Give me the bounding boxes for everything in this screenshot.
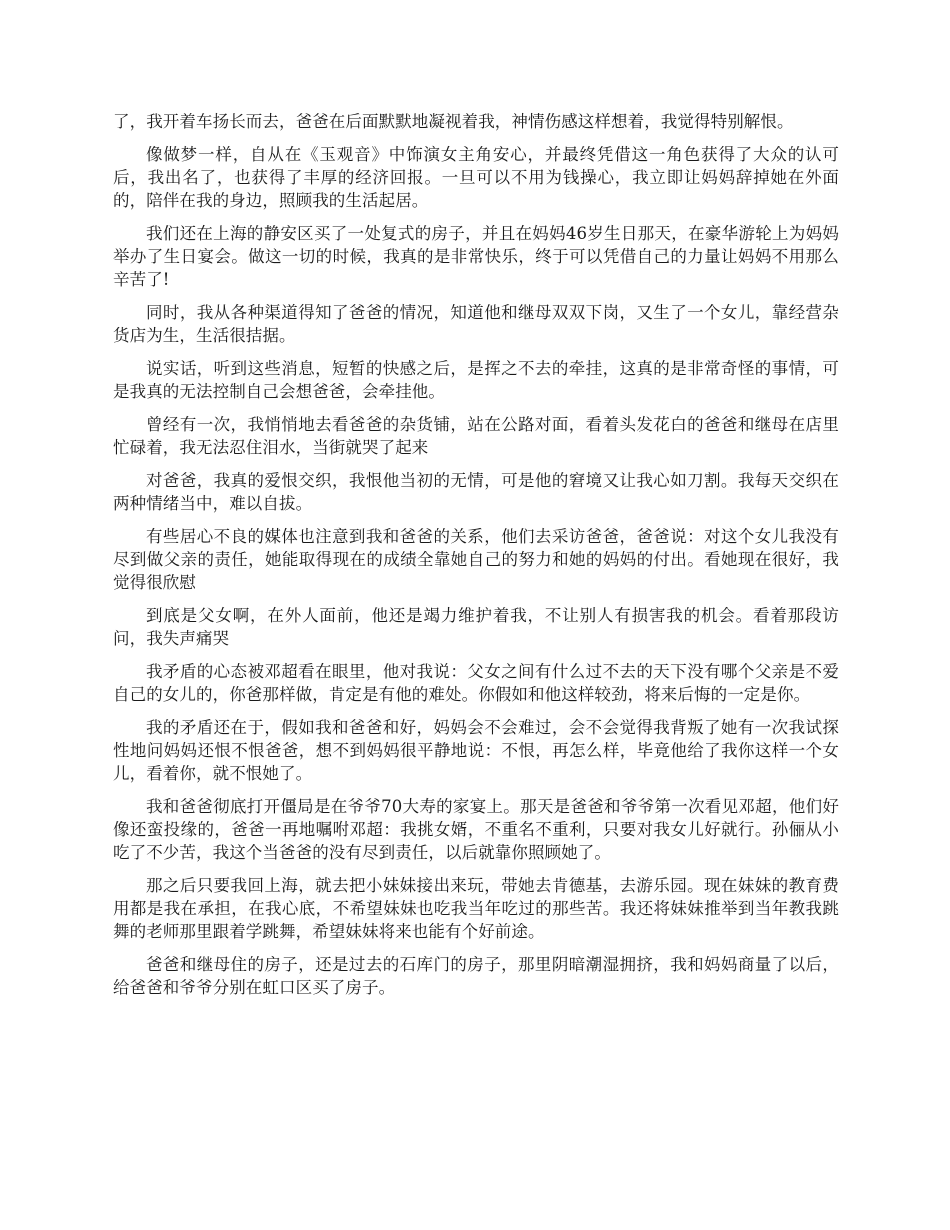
paragraph: 我的矛盾还在于，假如我和爸爸和好，妈妈会不会难过，会不会觉得我背叛了她有一次我试探性地问妈妈还恨不恨爸爸，想不到妈妈很平静地说：不恨，再怎么样，毕竟他给了我你这样一个女儿，看着你，就不恨她了。 [113, 718, 839, 783]
document-body [113, 110, 839, 1009]
paragraph: 我矛盾的心态被邓超看在眼里，他对我说：父女之间有什么过不去的天下没有哪个父亲是不爱自己的女儿的，你爸那样做，肯定是有他的难处。你假如和他这样较劲，将来后悔的一定是你。 [113, 662, 839, 704]
paragraph: 爸爸和继母住的房子，还是过去的石库门的房子，那里阴暗潮湿拥挤，我和妈妈商量了以后，给爸爸和爷爷分别在虹口区买了房子。 [113, 955, 839, 997]
paragraph: 有些居心不良的媒体也注意到我和爸爸的关系，他们去采访爸爸，爸爸说：对这个女儿我没有尽到做父亲的责任，她能取得现在的成绩全靠她自己的努力和她的妈妈的付出。看她现在很好，我觉得很欣慰 [113, 527, 839, 592]
paragraph: 到底是父女啊，在外人面前，他还是竭力维护着我，不让别人有损害我的机会。看着那段访问，我失声痛哭 [113, 606, 839, 648]
paragraph: 那之后只要我回上海，就去把小妹妹接出来玩，带她去肯德基，去游乐园。现在妹妹的教育费用都是我在承担，在我心底，不希望妹妹也吃我当年吃过的那些苦。我还将妹妹推举到当年教我跳舞的老师那里跟着学跳舞，希望妹妹将来也能有个好前途。 [113, 876, 839, 941]
paragraph: 曾经有一次，我悄悄地去看爸爸的杂货铺，站在公路对面，看着头发花白的爸爸和继母在店里忙碌着，我无法忍住泪水，当街就哭了起来 [113, 415, 839, 457]
paragraph: 同时，我从各种渠道得知了爸爸的情况，知道他和继母双双下岗，又生了一个女儿，靠经营杂货店为生，生活很拮据。 [113, 303, 839, 345]
paragraph: 像做梦一样，自从在《玉观音》中饰演女主角安心，并最终凭借这一角色获得了大众的认可后，我出名了，也获得了丰厚的经济回报。一旦可以不用为钱操心，我立即让妈妈辞掉她在外面的，陪伴在我的身边，照顾我的生活起居。 [113, 145, 839, 210]
paragraph: 我和爸爸彻底打开僵局是在爷爷70大寿的家宴上。那天是爸爸和爷爷第一次看见邓超，他们好像还蛮投缘的，爸爸一再地嘱咐邓超：我挑女婿，不重名不重利，只要对我女儿好就行。孙俪从小吃了不少苦，我这个当爸爸的没有尽到责任，以后就靠你照顾她了。 [113, 797, 839, 862]
paragraph: 了，我开着车扬长而去，爸爸在后面默默地凝视着我，神情伤感这样想着，我觉得特别解恨。 [113, 112, 794, 131]
paragraph: 对爸爸，我真的爱恨交织，我恨他当初的无情，可是他的窘境又让我心如刀割。我每天交织在两种情绪当中，难以自拔。 [113, 471, 839, 513]
paragraph: 我们还在上海的静安区买了一处复式的房子，并且在妈妈46岁生日那天，在豪华游轮上为妈妈举办了生日宴会。做这一切的时候，我真的是非常快乐，终于可以凭借自己的力量让妈妈不用那么辛苦了! [113, 224, 839, 289]
paragraph: 说实话，听到这些消息，短暂的快感之后，是挥之不去的牵挂，这真的是非常奇怪的事情，可是我真的无法控制自己会想爸爸，会牵挂他。 [113, 359, 839, 401]
